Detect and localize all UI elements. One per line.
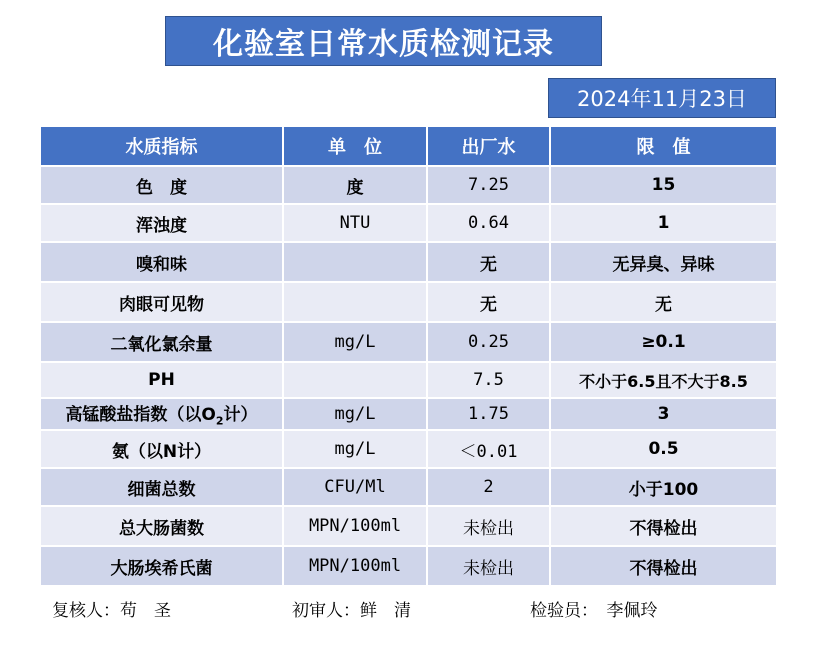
- table-row: [40, 242, 777, 282]
- indicator-name: [40, 398, 283, 430]
- outlet-value: 未检出: [427, 546, 550, 586]
- indicator-unit: [283, 282, 427, 322]
- indicator-unit: 度: [283, 166, 427, 204]
- reviewer-signature: 复核人：苟 圣: [52, 601, 171, 621]
- table-row: [40, 506, 777, 546]
- indicator-unit: NTU: [283, 204, 427, 242]
- limit-value: 3: [550, 398, 777, 430]
- indicator-name: 大肠埃希氏菌: [40, 546, 283, 586]
- outlet-value: 0.25: [427, 322, 550, 362]
- limit-value: 不小于6.5且不大于8.5: [550, 362, 777, 398]
- inspector-signature: 检验员： 李佩玲: [530, 601, 658, 621]
- header-indicator: 水质指标: [40, 126, 283, 166]
- table-row: [40, 546, 777, 586]
- limit-value: 无: [550, 282, 777, 322]
- indicator-name: 嗅和味: [40, 242, 283, 282]
- indicator-name: 浑浊度: [40, 204, 283, 242]
- limit-value: 小于100: [550, 468, 777, 506]
- indicator-unit: [283, 242, 427, 282]
- header-limit: 限 值: [550, 126, 777, 166]
- limit-value: ≥0.1: [550, 322, 777, 362]
- outlet-value: 无: [427, 282, 550, 322]
- indicator-name: 肉眼可见物: [40, 282, 283, 322]
- indicator-name: 氨（以N计）: [40, 430, 283, 468]
- table-row: [40, 430, 777, 468]
- outlet-value: 2: [427, 468, 550, 506]
- indicator-name: PH: [40, 362, 283, 398]
- indicator-unit: mg/L: [283, 322, 427, 362]
- limit-value: 无异臭、异味: [550, 242, 777, 282]
- outlet-value: ＜0.01: [427, 430, 550, 468]
- indicator-unit: mg/L: [283, 398, 427, 430]
- outlet-value: 未检出: [427, 506, 550, 546]
- limit-value: 不得检出: [550, 506, 777, 546]
- table-row: [40, 204, 777, 242]
- table-row: [40, 282, 777, 322]
- limit-value: 0.5: [550, 430, 777, 468]
- outlet-value: 无: [427, 242, 550, 282]
- page-title: 化验室日常水质检测记录: [165, 16, 602, 66]
- indicator-unit: mg/L: [283, 430, 427, 468]
- table-row: [40, 362, 777, 398]
- record-date: 2024年11月23日: [548, 78, 776, 118]
- outlet-value: 7.5: [427, 362, 550, 398]
- indicator-name: 细菌总数: [40, 468, 283, 506]
- indicator-unit: MPN/100ml: [283, 506, 427, 546]
- outlet-value: 7.25: [427, 166, 550, 204]
- indicator-name: 二氧化氯余量: [40, 322, 283, 362]
- indicator-name: 总大肠菌数: [40, 506, 283, 546]
- outlet-value: 1.75: [427, 398, 550, 430]
- water-quality-table: [39, 125, 778, 587]
- indicator-name-suffix: 计）: [223, 405, 258, 426]
- table-header-row: [40, 126, 777, 166]
- indicator-unit: MPN/100ml: [283, 546, 427, 586]
- indicator-unit: CFU/Ml: [283, 468, 427, 506]
- indicator-name: 色 度: [40, 166, 283, 204]
- limit-value: 1: [550, 204, 777, 242]
- header-outlet-water: 出厂水: [427, 126, 550, 166]
- table-row: [40, 166, 777, 204]
- table-row: [40, 322, 777, 362]
- indicator-name-prefix: 高锰酸盐指数（以O: [65, 405, 216, 426]
- initial-reviewer-signature: 初审人：鲜 清: [292, 601, 411, 621]
- indicator-name-subscript: 2: [215, 414, 224, 428]
- table-row: [40, 398, 777, 430]
- indicator-unit: [283, 362, 427, 398]
- table-row: [40, 468, 777, 506]
- limit-value: 15: [550, 166, 777, 204]
- outlet-value: 0.64: [427, 204, 550, 242]
- header-unit: 单 位: [283, 126, 427, 166]
- limit-value: 不得检出: [550, 546, 777, 586]
